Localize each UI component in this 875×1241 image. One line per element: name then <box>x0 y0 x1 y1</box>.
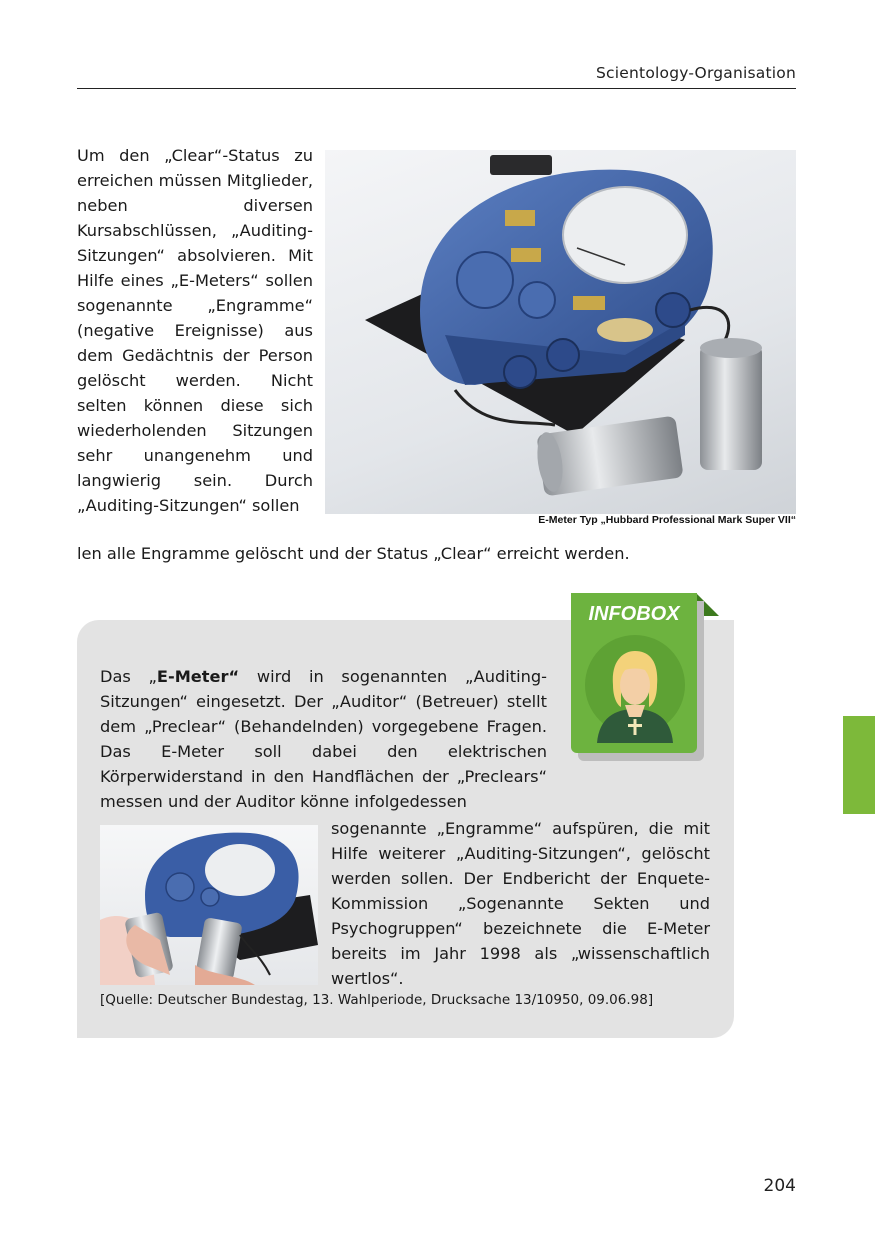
person-with-cross-icon <box>583 633 685 747</box>
main-paragraph-tail: len alle Engramme gelöscht und der Status „Clear“ erreicht werden. <box>77 544 630 563</box>
photo-caption: E-Meter Typ „Hubbard Professional Mark Super VII“ <box>538 514 796 526</box>
infobox-text-lead: Das „ <box>100 667 157 686</box>
page-number: 204 <box>763 1176 796 1196</box>
infobox-text-tail: sogenannte „Engramme“ aufspüren, die mit Hilfe weiterer „Auditing-Sitzungen“, gelöscht werden sollen. Der Endbericht der Enquete-Kommission „Sogenannte Sekten und Psychogruppen“ bezeichnete die E-Meter bereits im Jahr 1998 als „wissenschaftlich wertlos“. <box>331 819 710 988</box>
infobox-badge <box>571 593 697 753</box>
infobox-photo <box>100 825 318 985</box>
header-rule <box>77 88 796 89</box>
infobox-text-rest: wird in sogenannten „Auditing-Sitzungen“ eingesetzt. Der „Auditor“ (Betreuer) stellt dem „Preclear“ (Behandelnden) vorgegebene Fragen. Das E-Meter soll dabei den elektrischen Körperwiderstand in den Handflächen der „Preclears“ messen und der Auditor könne infolgedessen <box>100 667 547 811</box>
infobox-term: E-Meter“ <box>156 667 240 686</box>
infobox-text <box>100 664 547 814</box>
infobox-source: [Quelle: Deutscher Bundestag, 13. Wahlperiode, Drucksache 13/10950, 09.06.98] <box>100 992 654 1008</box>
chapter-tab <box>843 716 875 814</box>
main-paragraph: Um den „Clear“-Status zu erreichen müssen Mitglieder, neben diversen Kursabschlüssen, „Auditing-Sitzungen“ absolvieren. Mit Hilfe eines „E-Meters“ sollen sogenannte „Engramme“ (negative Ereignisse) aus dem Gedächtnis der Person gelöscht werden. Nicht selten können diese sich wiederholenden Sitzungen sehr unangenehm und langwierig sein. Durch „Auditing-Sitzungen“ sollen <box>77 146 313 515</box>
running-head: Scientology-Organisation <box>596 64 796 82</box>
infobox-badge-label: INFOBOX <box>588 603 680 625</box>
emeter-photo <box>325 150 796 514</box>
